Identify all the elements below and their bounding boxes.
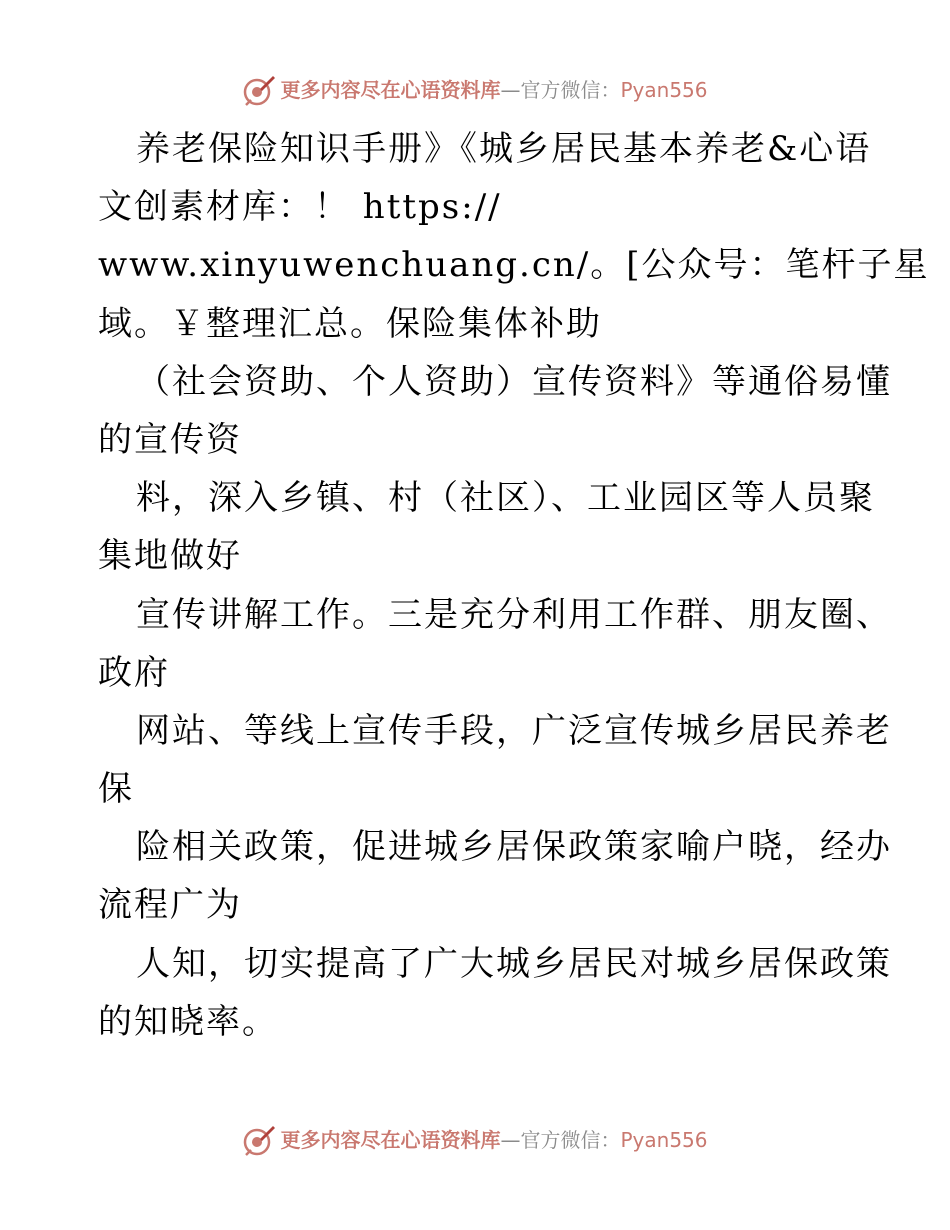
banner-wechat-id: Pyan556 [620, 1128, 708, 1152]
pen-logo-icon [242, 1123, 276, 1157]
header-banner [0, 70, 950, 110]
body-line: www.xinyuwenchuang.cn/。[公众号：笔杆子星 [98, 245, 930, 286]
body-line: 集地做好 [98, 536, 242, 577]
banner-main-text: 更多内容尽在心语资料库 [280, 1128, 501, 1152]
body-line: （社会资助、个人资助）宣传资料》等通俗易懂 [136, 361, 892, 402]
body-line: 保 [98, 769, 134, 810]
banner-sub-text: —官方微信： [500, 78, 621, 102]
document-body [98, 120, 930, 1051]
banner-wechat-id: Pyan556 [620, 78, 708, 102]
body-line: 人知，切实提高了广大城乡居民对城乡居保政策 [136, 943, 892, 984]
footer-banner [0, 1120, 950, 1160]
body-line: 的知晓率。 [98, 1001, 278, 1042]
banner-sub-text: —官方微信： [500, 1128, 621, 1152]
banner-main-text: 更多内容尽在心语资料库 [280, 78, 501, 102]
body-line: 险相关政策，促进城乡居保政策家喻户晓，经办 [136, 827, 892, 868]
body-line: 养老保险知识手册》《城乡居民基本养老&心语 [136, 129, 872, 169]
body-line: 网站、等线上宣传手段，广泛宣传城乡居民养老 [136, 710, 892, 751]
body-line: 料，深入乡镇、村（社区）、工业园区等人员聚 [136, 478, 875, 519]
body-line: 流程广为 [98, 885, 242, 926]
body-line: 文创素材库：！ https:// [98, 187, 502, 228]
body-line: 域。￥整理汇总。保险集体补助 [98, 303, 602, 344]
body-line: 政府 [98, 652, 170, 693]
pen-logo-icon [242, 73, 276, 107]
body-line: 宣传讲解工作。三是充分利用工作群、朋友圈、 [136, 594, 892, 635]
body-line: 的宣传资 [98, 419, 242, 460]
